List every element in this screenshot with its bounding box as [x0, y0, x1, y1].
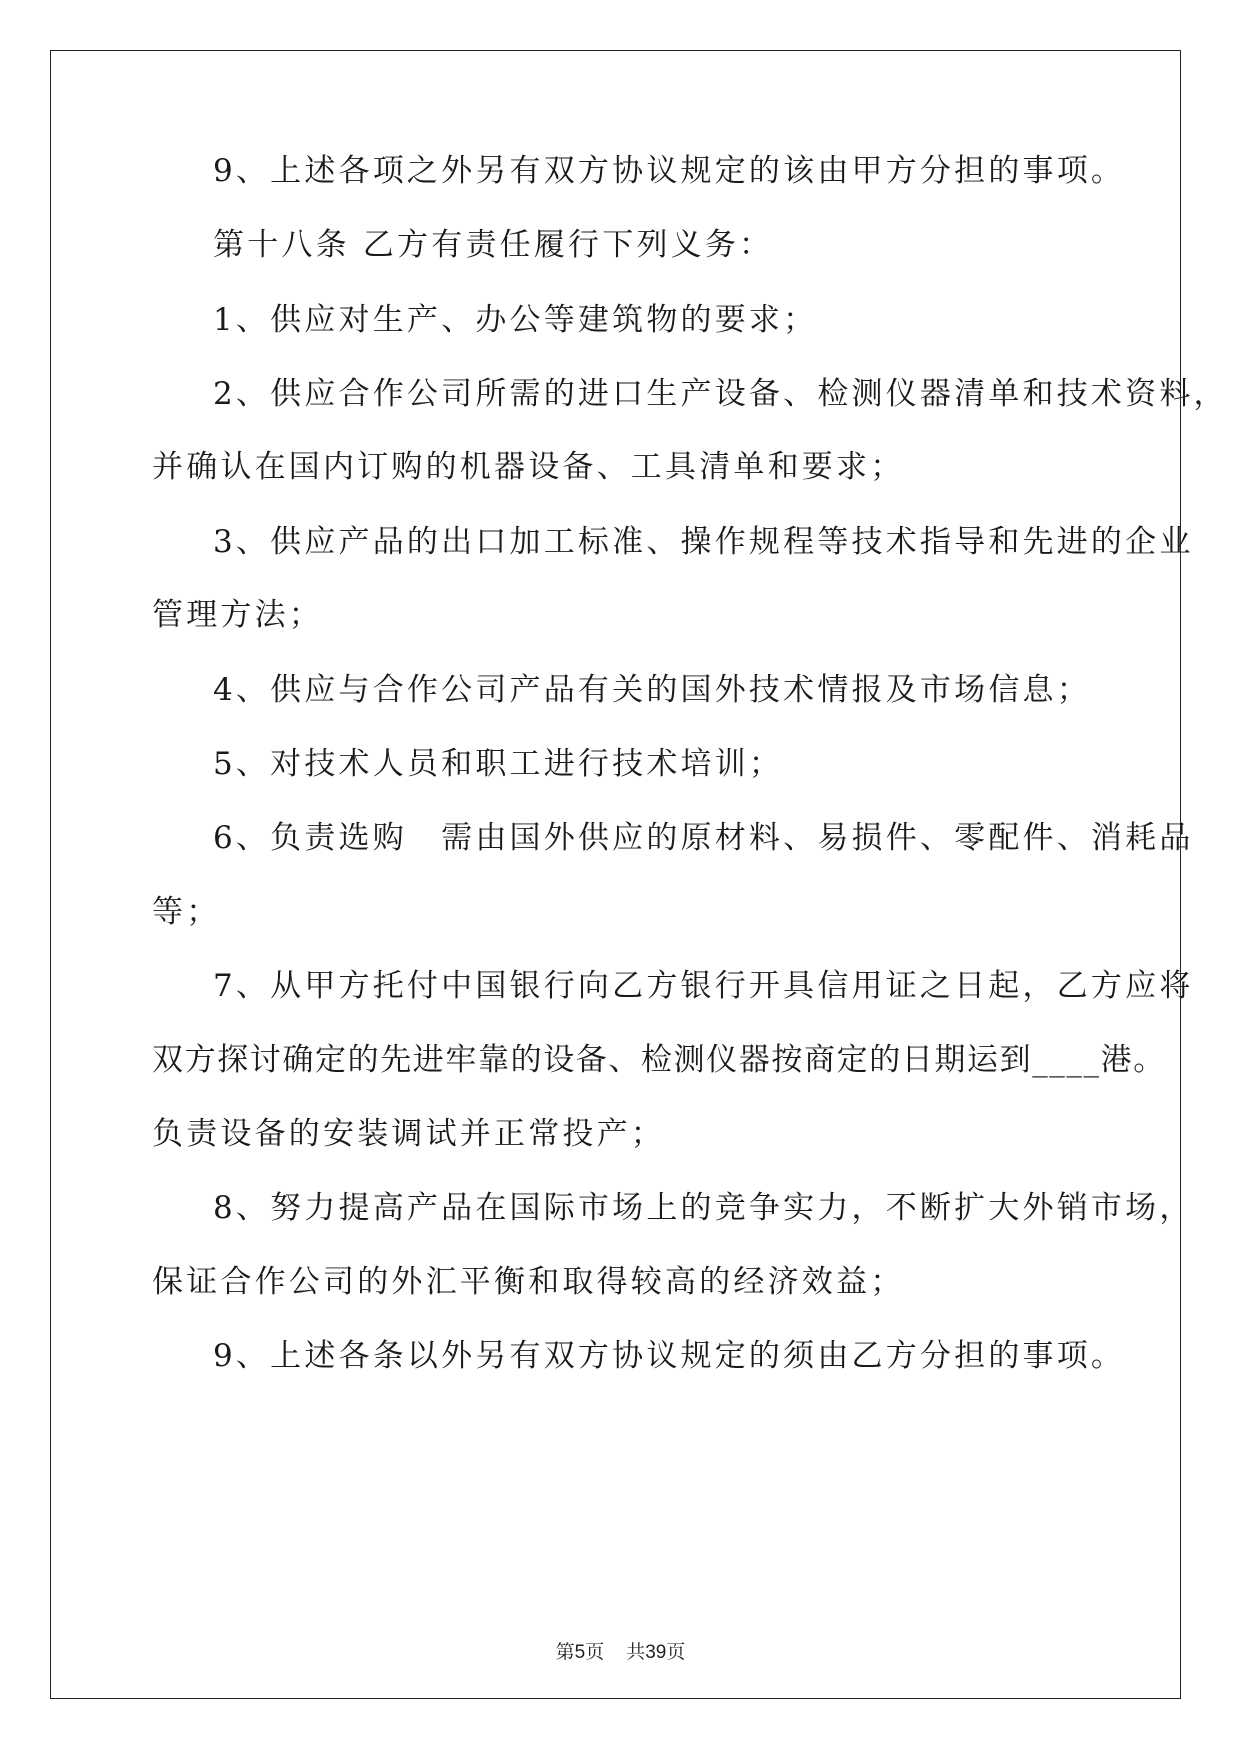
total-pages: 39: [645, 1642, 667, 1663]
paragraph-line: 管理方法；: [152, 597, 323, 633]
paragraph-line: 6、负责选购 需由国外供应的原材料、易损件、零配件、消耗品: [213, 820, 1194, 856]
paragraph-line: 9、上述各条以外另有双方协议规定的须由乙方分担的事项。: [213, 1338, 1126, 1374]
page-number: 5: [574, 1642, 586, 1663]
paragraph-line: 并确认在国内订购的机器设备、工具清单和要求；: [152, 449, 905, 485]
paragraph-line: 双方探讨确定的先进牢靠的设备、检测仪器按商定的日期运到____港。: [152, 1042, 1166, 1078]
paragraph-line: 9、上述各项之外另有双方协议规定的该由甲方分担的事项。: [213, 153, 1126, 189]
paragraph-line: 2、供应合作公司所需的进口生产设备、检测仪器清单和技术资料，: [213, 376, 1228, 412]
page-footer: [0, 1637, 1241, 1664]
total-suffix: 页: [666, 1641, 686, 1663]
page-prefix: 第: [555, 1641, 575, 1663]
paragraph-line: 3、供应产品的出口加工标准、操作规程等技术指导和先进的企业: [213, 524, 1194, 560]
page-suffix: 页: [585, 1641, 605, 1663]
paragraph-line: 等；: [152, 894, 221, 930]
paragraph-line: 8、努力提高产品在国际市场上的竞争实力，不断扩大外销市场，: [213, 1190, 1194, 1226]
paragraph-line: 5、对技术人员和职工进行技术培训；: [213, 746, 784, 782]
paragraph-line: 1、供应对生产、办公等建筑物的要求；: [213, 302, 818, 338]
total-prefix: 共: [626, 1641, 646, 1663]
paragraph-line: 4、供应与合作公司产品有关的国外技术情报及市场信息；: [213, 672, 1091, 708]
paragraph-line: 负责设备的安装调试并正常投产；: [152, 1116, 665, 1152]
paragraph-line: 7、从甲方托付中国银行向乙方银行开具信用证之日起，乙方应将: [213, 968, 1194, 1004]
paragraph-line: 保证合作公司的外汇平衡和取得较高的经济效益；: [152, 1264, 905, 1300]
article-heading: 第十八条 乙方有责任履行下列义务：: [213, 227, 774, 263]
